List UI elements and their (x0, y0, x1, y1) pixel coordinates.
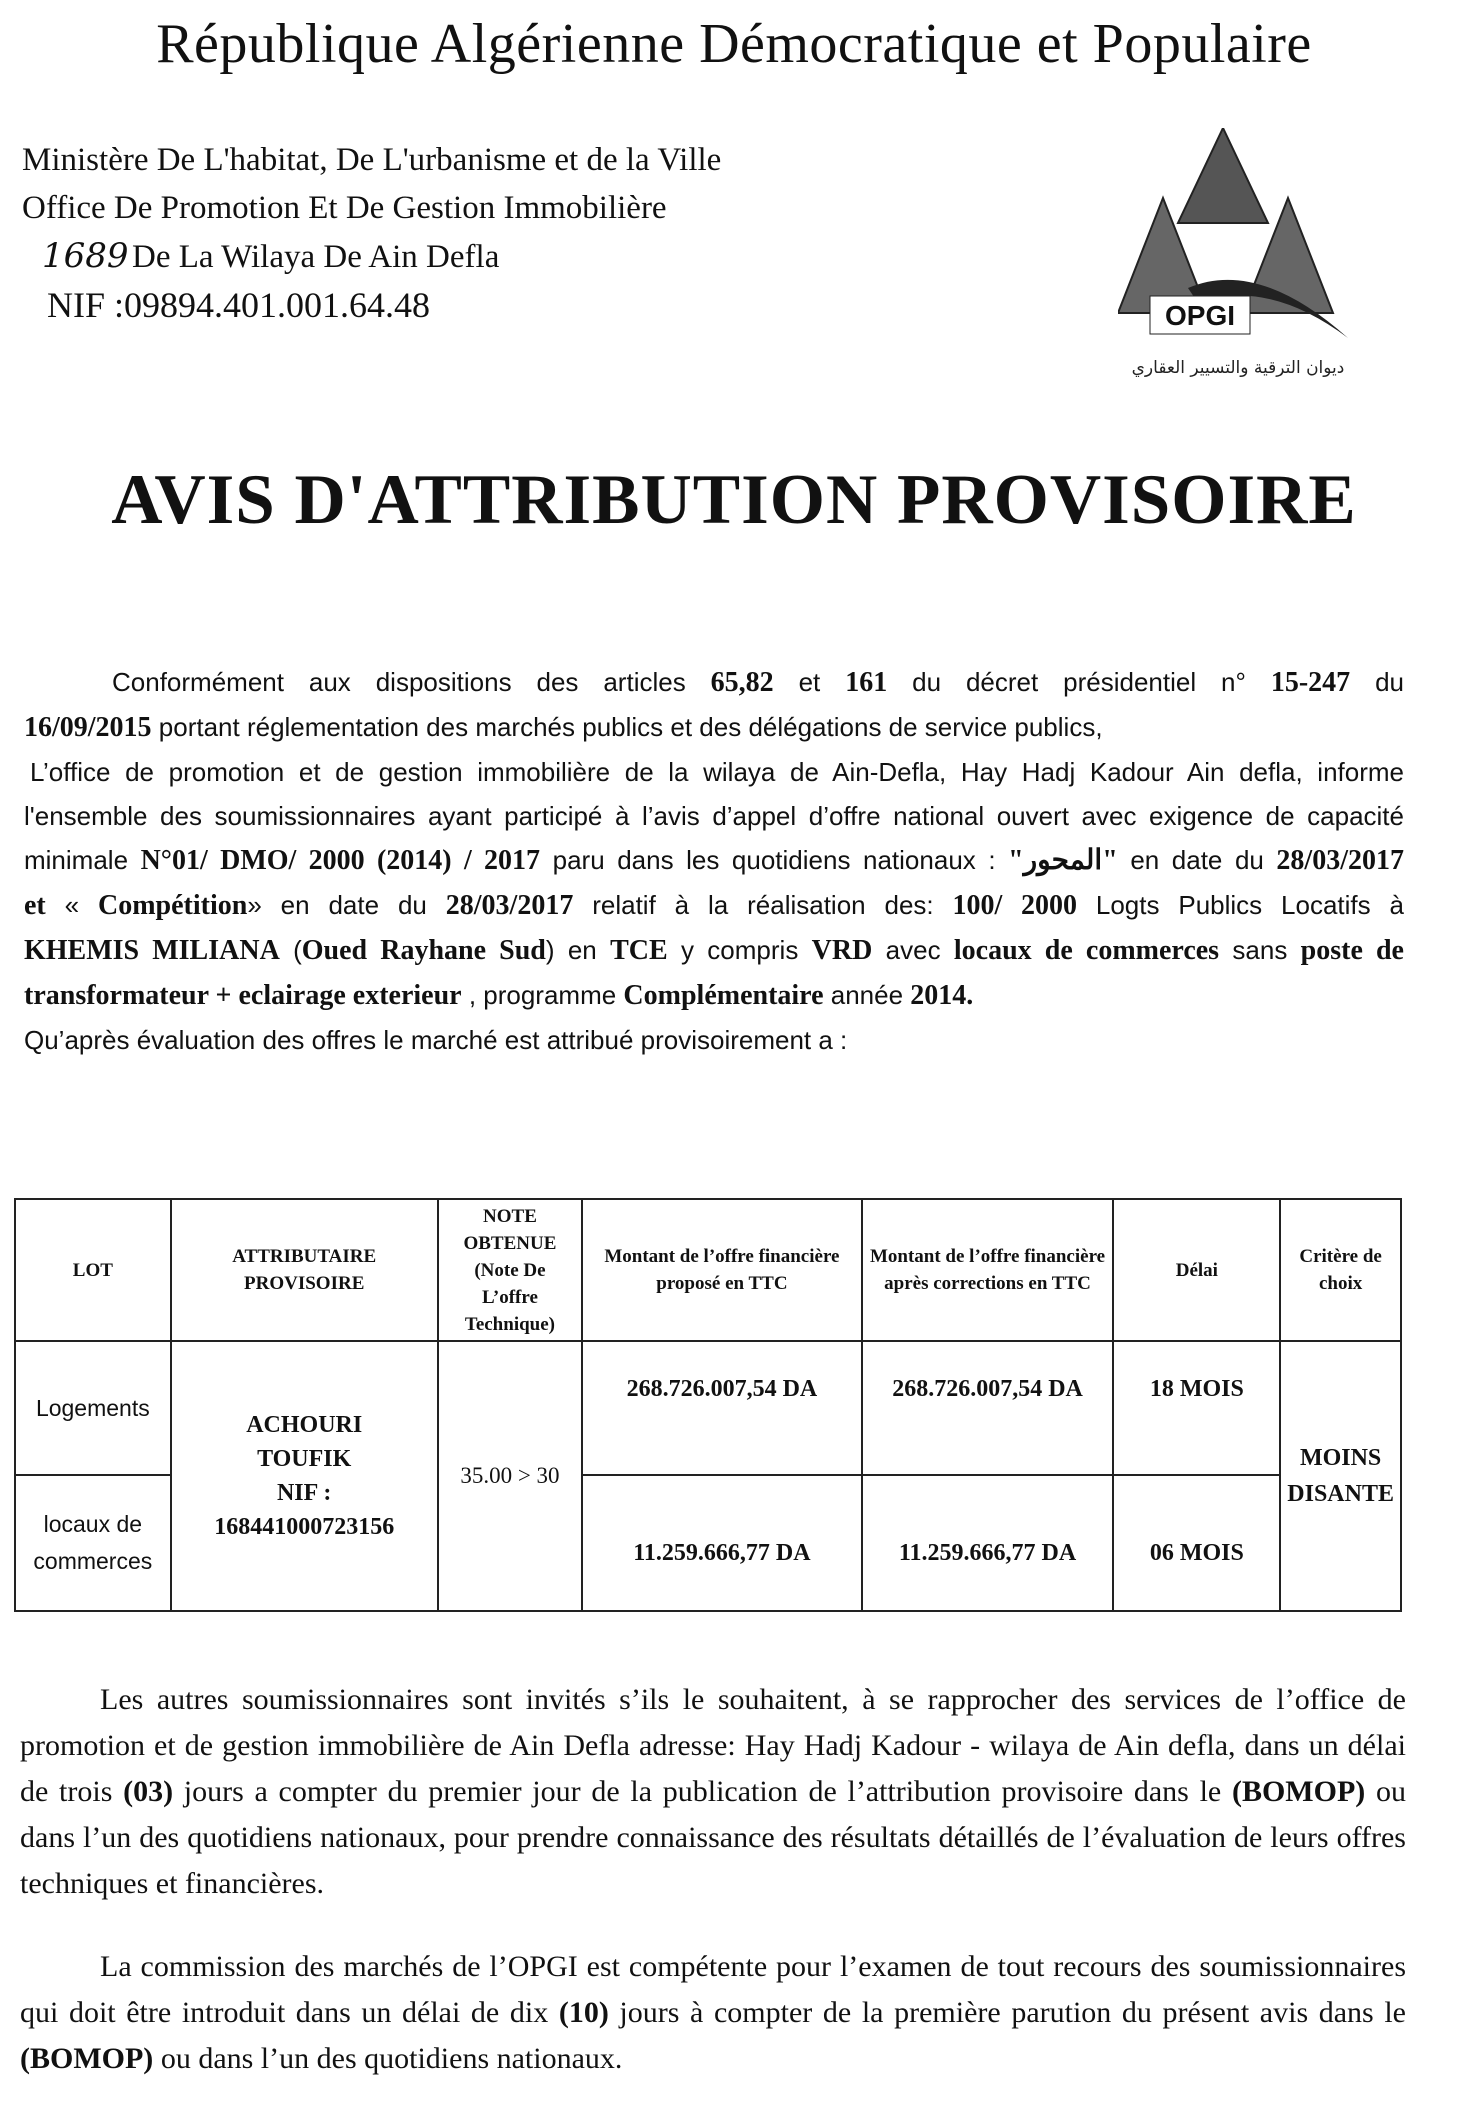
table-row (15, 1341, 1401, 1475)
closing-paragraph-1: Les autres soumissionnaires sont invités s’ils le souhaitent, à se rapprocher des services de l’office de promotion et de gestion immobilière de Ain Defla adresse: Hay Hadj Kadour - wilaya de Ain defla, dans un délai de trois (03) jours a compter du premier jour de la publication de l’attribution provisoire dans le (BOMOP) ou dans l’un des quotidiens nationaux, pour prendre connaissance des résultats détaillés de l’évaluation de leurs offres techniques et financières. (20, 1683, 1406, 1900)
montant-cell: 268.726.007,54 DA (582, 1341, 861, 1475)
intro-line-6: et « Compétition» en date du 28/03/2017 relatif à la réalisation des: 100/ 2000 Logts Publics Locatifs à (24, 890, 1404, 921)
attributaire-nif-value: 168441000723156 (214, 1514, 395, 1540)
intro-line-9: Qu’après évaluation des offres le marché est attribué provisoirement a : (24, 1025, 848, 1055)
intro-line-1: Conformément aux dispositions des articles 65,82 et 161 du décret présidentiel n° 15-247 du (112, 667, 1405, 698)
montant-cell: 11.259.666,77 DA (582, 1475, 861, 1611)
note-cell: 35.00 > 30 (438, 1341, 582, 1611)
logo-text: OPGI (1164, 300, 1236, 331)
wilaya-line (22, 232, 721, 281)
critere-line: MOINS (1299, 1445, 1382, 1471)
intro-paragraph (24, 660, 1404, 1062)
header-montant: Montant de l’offre financière proposé en TTC (582, 1199, 861, 1341)
table-header-row (15, 1199, 1401, 1341)
delai-cell: 06 MOIS (1113, 1475, 1280, 1611)
handwritten-ref-number: 1689 (42, 236, 129, 276)
closing-paragraph-2: La commission des marchés de l’OPGI est compétente pour l’examen de tout recours des soumissionnaires qui doit être introduit dans un délai de dix (10) jours à compter de la première parution du présent avis dans le (BOMOP) ou dans l’un des quotidiens nationaux. (20, 1950, 1407, 2075)
opgi-logo (1118, 128, 1358, 398)
lot-cell: Logements (15, 1341, 171, 1475)
intro-line-7: KHEMIS MILIANA (Oued Rayhane Sud) en TCE y compris VRD avec locaux de commerces sans poste de (24, 935, 1404, 966)
attributaire-name-line: TOUFIK (257, 1446, 352, 1472)
office-line: Office De Promotion Et De Gestion Immobilière (22, 190, 667, 226)
intro-line-8: transformateur + eclairage exterieur , programme Complémentaire année 2014. (24, 980, 974, 1011)
header-note: NOTE OBTENUE (Note De L’offre Technique) (438, 1199, 582, 1341)
logo-arabic-text: ديوان الترقية والتسيير العقاري (1131, 358, 1345, 378)
montant-corrige-cell: 11.259.666,77 DA (862, 1475, 1114, 1611)
intro-line-4: l'ensemble des soumissionnaires ayant participé à l’avis d’appel d’offre national ouvert avec exigence de capacité (24, 801, 1404, 831)
delai-cell: 18 MOIS (1113, 1341, 1280, 1475)
lot-cell: locaux de commerces (15, 1475, 171, 1611)
header-attributaire: ATTRIBUTAIRE PROVISOIRE (171, 1199, 438, 1341)
issuer-block (22, 136, 721, 329)
wilaya-text: De La Wilaya De Ain Defla (132, 239, 500, 275)
header-delai: Délai (1113, 1199, 1280, 1341)
intro-line-5: minimale N°01/ DMO/ 2000 (2014) / 2017 paru dans les quotidiens nationaux : "المحور" en date du 28/03/2017 (24, 845, 1404, 876)
ministry-line: Ministère De L'habitat, De L'urbanisme et de la Ville (22, 142, 722, 178)
header-critere: Critère de choix (1280, 1199, 1401, 1341)
attributaire-cell (171, 1341, 438, 1611)
notice-title: AVIS D'ATTRIBUTION PROVISOIRE (111, 461, 1357, 539)
montant-corrige-cell: 268.726.007,54 DA (862, 1341, 1114, 1475)
award-table (14, 1198, 1402, 1612)
critere-cell (1280, 1341, 1401, 1611)
header-montant-corrige: Montant de l’offre financière après corrections en TTC (862, 1199, 1114, 1341)
header-lot: LOT (15, 1199, 171, 1341)
critere-line: DISANTE (1287, 1481, 1394, 1507)
logo-triangle-top (1178, 128, 1268, 223)
attributaire-nif-label: NIF : (276, 1480, 332, 1506)
nif-line: NIF :09894.401.001.64.48 (47, 285, 431, 325)
country-heading: République Algérienne Démocratique et Populaire (156, 13, 1312, 75)
intro-line-2: 16/09/2015 portant réglementation des marchés publics et des délégations de service publics, (24, 712, 1103, 743)
intro-line-3: L’office de promotion et de gestion immobilière de la wilaya de Ain-Defla, Hay Hadj Kadour Ain defla, informe (30, 757, 1404, 787)
attributaire-name-line: ACHOURI (246, 1412, 363, 1438)
